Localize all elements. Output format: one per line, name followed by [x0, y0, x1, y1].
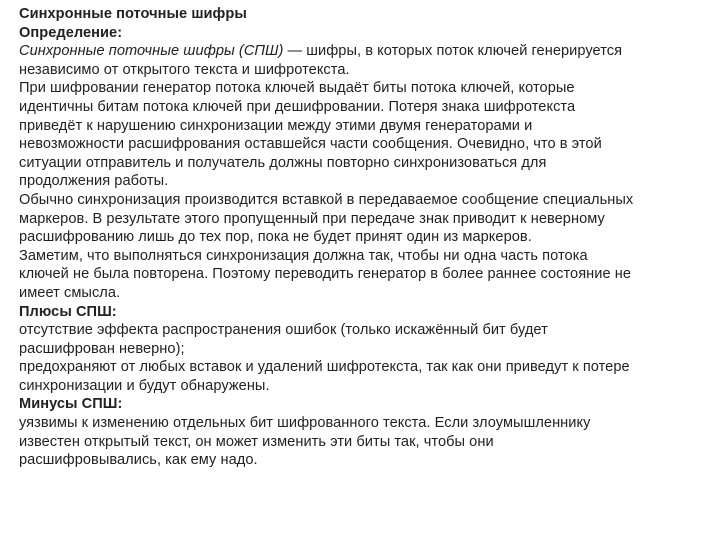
paragraph-3-line: ключей не была повторена. Поэтому переводить генератор в более раннее состояние не	[19, 266, 632, 283]
paragraph-1-line: ситуации отправитель и получатель должны повторно синхронизоваться для	[19, 154, 547, 171]
paragraph-1-line: приведёт к нарушению синхронизации между этими двумя генераторами и	[19, 117, 533, 134]
definition-line-2: независимо от открытого текста и шифротекста.	[19, 61, 350, 78]
cons-heading: Минусы СПШ:	[19, 396, 123, 413]
definition-heading: Определение:	[19, 24, 123, 41]
pros-item-line: расшифрован неверно);	[19, 340, 185, 357]
paragraph-1-line: продолжения работы.	[19, 173, 169, 190]
pros-heading: Плюсы СПШ:	[19, 303, 117, 320]
cons-item-line: уязвимы к изменению отдельных бит шифрованного текста. Если злоумышленнику	[19, 415, 591, 432]
paragraph-2-line: маркеров. В результате этого пропущенный при передаче знак приводит к неверному	[19, 210, 605, 227]
pros-item-line: предохраняют от любых вставок и удалений шифротекста, так как они приведут к потере	[19, 359, 630, 376]
paragraph-1-line: При шифровании генератор потока ключей выдаёт биты потока ключей, которые	[19, 80, 575, 97]
paragraph-1-line: невозможности расшифрования оставшейся части сообщения. Очевидно, что в этой	[19, 136, 602, 153]
page-title: Синхронные поточные шифры	[19, 6, 247, 22]
pros-item-line: отсутствие эффекта распространения ошибок (только искажённый бит будет	[19, 322, 548, 339]
paragraph-3-line: Заметим, что выполняться синхронизация должна так, чтобы ни одна часть потока	[19, 247, 588, 264]
cons-item-line: известен открытый текст, он может изменить эти биты так, чтобы они	[19, 433, 494, 450]
paragraph-3-line: имеет смысла.	[19, 284, 121, 301]
definition-line-1	[19, 42, 700, 61]
pros-item-line: синхронизации и будут обнаружены.	[19, 377, 270, 394]
definition-text: — шифры, в которых поток ключей генерируется	[283, 43, 623, 60]
paragraph-2-line: Обычно синхронизация производится вставкой в передаваемое сообщение специальных	[19, 191, 634, 208]
cons-item-line: расшифровывались, как ему надо.	[19, 452, 258, 469]
paragraph-2-line: расшифрованию лишь до тех пор, пока не будет принят один из маркеров.	[19, 229, 532, 246]
definition-term: Синхронные поточные шифры (СПШ)	[19, 43, 284, 60]
paragraph-1-line: идентичны битам потока ключей при дешифровании. Потеря знака шифротекста	[19, 98, 576, 115]
